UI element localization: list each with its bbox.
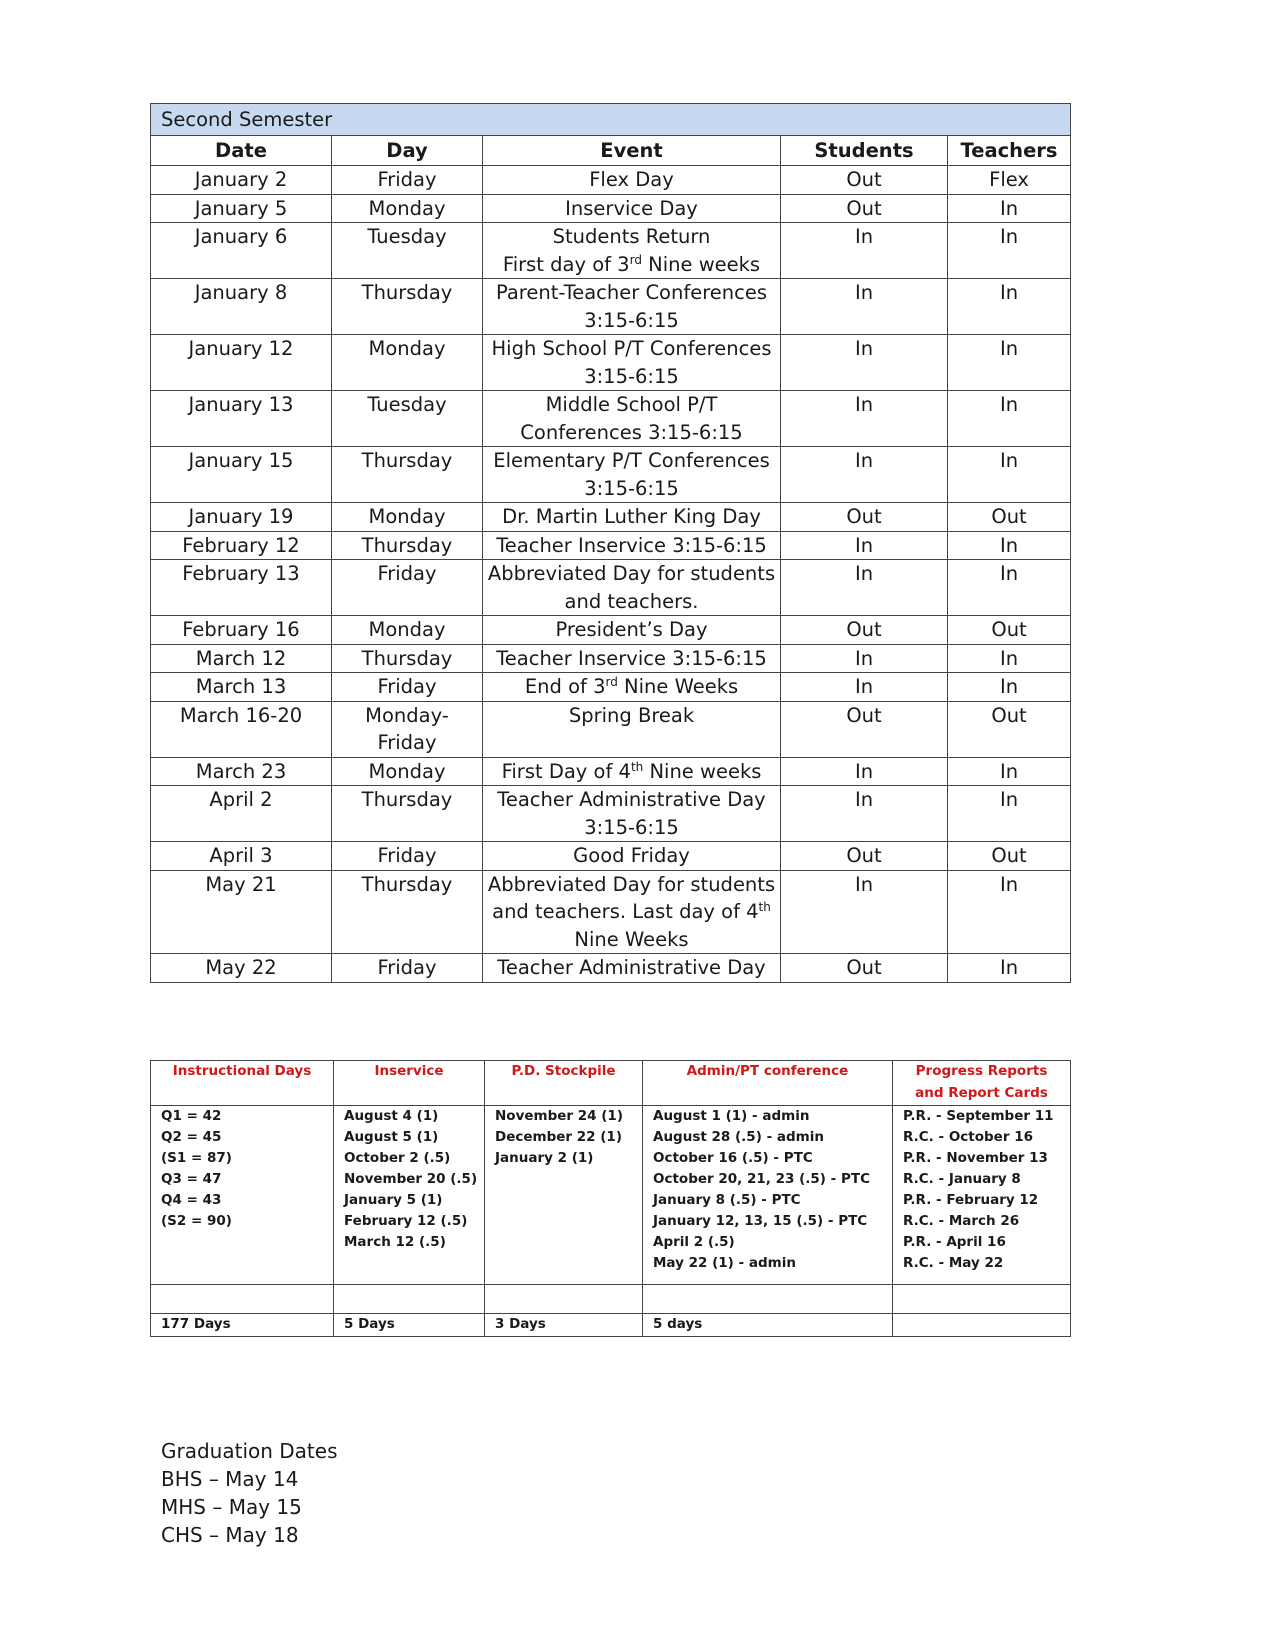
semester-cell-date: January 19 (151, 503, 332, 532)
summary-cell: P.R. - February 12 (893, 1190, 1071, 1211)
semester-cell-day: Monday (332, 335, 483, 391)
summary-cell: (S1 = 87) (151, 1148, 334, 1169)
semester-cell-day: Friday (332, 842, 483, 871)
summary-cell: October 16 (.5) - PTC (643, 1148, 893, 1169)
graduation-item: MHS – May 15 (161, 1495, 302, 1519)
summary-cell: Q3 = 47 (151, 1169, 334, 1190)
semester-row (151, 842, 1071, 871)
semester-cell-event: Teacher Administrative Day 3:15-6:15 (483, 786, 781, 842)
semester-cell-event: Middle School P/T Conferences 3:15-6:15 (483, 391, 781, 447)
semester-cell-teachers: In (948, 223, 1071, 279)
summary-cell: R.C. - January 8 (893, 1169, 1071, 1190)
semester-cell-teachers: In (948, 279, 1071, 335)
semester-row (151, 616, 1071, 645)
semester-cell-event: Parent-Teacher Conferences 3:15-6:15 (483, 279, 781, 335)
semester-cell-teachers: In (948, 560, 1071, 616)
summary-cell: November 24 (1) (485, 1106, 643, 1128)
semester-cell-date: January 15 (151, 447, 332, 503)
summary-header-progress-reports: Progress Reports and Report Cards (893, 1061, 1071, 1106)
semester-cell-event: Spring Break (483, 701, 781, 757)
semester-cell-date: March 23 (151, 757, 332, 786)
semester-header-row (151, 136, 1071, 166)
semester-cell-students: Out (781, 954, 948, 983)
semester-cell-teachers: Out (948, 842, 1071, 871)
semester-cell-day: Thursday (332, 870, 483, 954)
semester-title: Second Semester (151, 104, 1071, 136)
semester-row (151, 447, 1071, 503)
semester-cell-teachers: In (948, 644, 1071, 673)
semester-row (151, 279, 1071, 335)
summary-cell: R.C. - March 26 (893, 1211, 1071, 1232)
semester-cell-students: In (781, 757, 948, 786)
summary-cell (485, 1232, 643, 1253)
summary-cell: January 12, 13, 15 (.5) - PTC (643, 1211, 893, 1232)
summary-total-cell: 5 Days (334, 1314, 485, 1337)
semester-cell-day: Friday (332, 166, 483, 195)
summary-cell: December 22 (1) (485, 1127, 643, 1148)
graduation-dates (161, 1437, 338, 1549)
header-day: Day (332, 136, 483, 166)
semester-cell-students: Out (781, 503, 948, 532)
summary-cell: P.R. - November 13 (893, 1148, 1071, 1169)
semester-cell-date: January 12 (151, 335, 332, 391)
semester-row (151, 335, 1071, 391)
summary-cell: April 2 (.5) (643, 1232, 893, 1253)
semester-cell-teachers: Out (948, 503, 1071, 532)
semester-cell-day: Tuesday (332, 223, 483, 279)
semester-cell-date: January 6 (151, 223, 332, 279)
summary-row (151, 1211, 1071, 1232)
summary-cell (334, 1253, 485, 1285)
semester-cell-event: Elementary P/T Conferences 3:15-6:15 (483, 447, 781, 503)
semester-cell-students: In (781, 335, 948, 391)
semester-cell-teachers: In (948, 391, 1071, 447)
header-date: Date (151, 136, 332, 166)
summary-cell (334, 1285, 485, 1314)
header-event: Event (483, 136, 781, 166)
summary-row (151, 1190, 1071, 1211)
semester-cell-event: Teacher Inservice 3:15-6:15 (483, 531, 781, 560)
semester-cell-date: March 13 (151, 673, 332, 702)
summary-cell (485, 1169, 643, 1190)
summary-cell: August 28 (.5) - admin (643, 1127, 893, 1148)
semester-cell-date: February 13 (151, 560, 332, 616)
summary-cell (643, 1285, 893, 1314)
semester-cell-students: Out (781, 616, 948, 645)
summary-cell: P.R. - September 11 (893, 1106, 1071, 1128)
semester-cell-date: May 21 (151, 870, 332, 954)
summary-cell: February 12 (.5) (334, 1211, 485, 1232)
summary-totals-row (151, 1314, 1071, 1337)
summary-cell: August 1 (1) - admin (643, 1106, 893, 1128)
semester-cell-students: In (781, 447, 948, 503)
semester-cell-day: Tuesday (332, 391, 483, 447)
semester-row (151, 644, 1071, 673)
semester-cell-date: March 16-20 (151, 701, 332, 757)
summary-cell: August 5 (1) (334, 1127, 485, 1148)
second-semester-table (150, 103, 1071, 983)
summary-cell (151, 1232, 334, 1253)
semester-cell-teachers: In (948, 954, 1071, 983)
semester-cell-event: Abbreviated Day for students and teachers. Last day of 4th Nine Weeks (483, 870, 781, 954)
summary-cell: March 12 (.5) (334, 1232, 485, 1253)
semester-cell-date: February 12 (151, 531, 332, 560)
semester-cell-event: Flex Day (483, 166, 781, 195)
semester-row (151, 166, 1071, 195)
semester-row (151, 786, 1071, 842)
semester-cell-day: Monday (332, 503, 483, 532)
graduation-item: CHS – May 18 (161, 1523, 299, 1547)
summary-cell: January 8 (.5) - PTC (643, 1190, 893, 1211)
semester-cell-students: In (781, 786, 948, 842)
summary-cell: R.C. - October 16 (893, 1127, 1071, 1148)
semester-cell-day: Thursday (332, 531, 483, 560)
semester-cell-teachers: In (948, 194, 1071, 223)
semester-cell-event: Students Return First day of 3rd Nine weeks (483, 223, 781, 279)
semester-cell-date: January 2 (151, 166, 332, 195)
semester-cell-event: High School P/T Conferences 3:15-6:15 (483, 335, 781, 391)
summary-cell: November 20 (.5) (334, 1169, 485, 1190)
summary-header-row (151, 1061, 1071, 1106)
semester-cell-day: Monday (332, 616, 483, 645)
semester-cell-date: January 13 (151, 391, 332, 447)
semester-cell-students: In (781, 673, 948, 702)
summary-spacer-row (151, 1285, 1071, 1314)
semester-cell-students: In (781, 644, 948, 673)
semester-cell-event: Dr. Martin Luther King Day (483, 503, 781, 532)
summary-cell (485, 1285, 643, 1314)
semester-cell-teachers: In (948, 447, 1071, 503)
semester-row (151, 531, 1071, 560)
summary-row (151, 1127, 1071, 1148)
summary-cell: Q2 = 45 (151, 1127, 334, 1148)
summary-cell: October 2 (.5) (334, 1148, 485, 1169)
semester-cell-day: Monday (332, 757, 483, 786)
semester-cell-students: In (781, 279, 948, 335)
summary-cell: Q4 = 43 (151, 1190, 334, 1211)
semester-cell-teachers: In (948, 335, 1071, 391)
semester-cell-event: Inservice Day (483, 194, 781, 223)
summary-cell: (S2 = 90) (151, 1211, 334, 1232)
semester-cell-date: February 16 (151, 616, 332, 645)
semester-row (151, 391, 1071, 447)
semester-row (151, 503, 1071, 532)
semester-row (151, 701, 1071, 757)
semester-cell-date: March 12 (151, 644, 332, 673)
summary-cell: January 2 (1) (485, 1148, 643, 1169)
semester-cell-event: End of 3rd Nine Weeks (483, 673, 781, 702)
summary-cell: P.R. - April 16 (893, 1232, 1071, 1253)
semester-cell-date: January 8 (151, 279, 332, 335)
semester-cell-students: In (781, 391, 948, 447)
semester-cell-day: Thursday (332, 786, 483, 842)
summary-row (151, 1232, 1071, 1253)
semester-cell-teachers: Out (948, 701, 1071, 757)
summary-row (151, 1169, 1071, 1190)
semester-row (151, 954, 1071, 983)
semester-cell-event: Teacher Inservice 3:15-6:15 (483, 644, 781, 673)
summary-cell (485, 1211, 643, 1232)
summary-header-inservice: Inservice (334, 1061, 485, 1106)
summary-header-instructional-days: Instructional Days (151, 1061, 334, 1106)
semester-cell-students: Out (781, 194, 948, 223)
semester-cell-day: Thursday (332, 447, 483, 503)
semester-cell-day: Thursday (332, 644, 483, 673)
summary-header-admin-pt: Admin/PT conference (643, 1061, 893, 1106)
header-students: Students (781, 136, 948, 166)
semester-cell-teachers: In (948, 870, 1071, 954)
semester-row (151, 194, 1071, 223)
graduation-item: BHS – May 14 (161, 1467, 299, 1491)
semester-cell-day: Thursday (332, 279, 483, 335)
summary-cell: R.C. - May 22 (893, 1253, 1071, 1285)
summary-cell: January 5 (1) (334, 1190, 485, 1211)
semester-cell-date: May 22 (151, 954, 332, 983)
semester-cell-date: January 5 (151, 194, 332, 223)
semester-cell-teachers: Out (948, 616, 1071, 645)
summary-total-cell: 3 Days (485, 1314, 643, 1337)
summary-cell (893, 1285, 1071, 1314)
semester-row (151, 223, 1071, 279)
summary-total-cell: 5 days (643, 1314, 893, 1337)
semester-cell-day: Monday (332, 194, 483, 223)
summary-row (151, 1253, 1071, 1285)
summary-cell (485, 1190, 643, 1211)
semester-cell-teachers: In (948, 673, 1071, 702)
semester-cell-teachers: In (948, 786, 1071, 842)
summary-total-cell: 177 Days (151, 1314, 334, 1337)
semester-cell-teachers: Flex (948, 166, 1071, 195)
semester-cell-students: In (781, 531, 948, 560)
summary-cell: May 22 (1) - admin (643, 1253, 893, 1285)
semester-cell-students: In (781, 223, 948, 279)
semester-cell-day: Monday- Friday (332, 701, 483, 757)
semester-row (151, 757, 1071, 786)
semester-cell-date: April 3 (151, 842, 332, 871)
semester-cell-day: Friday (332, 954, 483, 983)
summary-cell (151, 1253, 334, 1285)
semester-row (151, 870, 1071, 954)
semester-cell-students: Out (781, 701, 948, 757)
summary-table (150, 1060, 1071, 1337)
summary-row (151, 1148, 1071, 1169)
semester-cell-date: April 2 (151, 786, 332, 842)
summary-cell (151, 1285, 334, 1314)
semester-cell-day: Friday (332, 673, 483, 702)
semester-cell-students: Out (781, 166, 948, 195)
semester-cell-students: In (781, 560, 948, 616)
semester-cell-day: Friday (332, 560, 483, 616)
semester-cell-event: Abbreviated Day for students and teachers. (483, 560, 781, 616)
summary-cell: August 4 (1) (334, 1106, 485, 1128)
semester-cell-teachers: In (948, 757, 1071, 786)
semester-cell-event: Good Friday (483, 842, 781, 871)
semester-cell-event: First Day of 4th Nine weeks (483, 757, 781, 786)
summary-cell (485, 1253, 643, 1285)
semester-cell-students: In (781, 870, 948, 954)
summary-total-cell (893, 1314, 1071, 1337)
semester-cell-students: Out (781, 842, 948, 871)
graduation-title: Graduation Dates (161, 1439, 338, 1463)
summary-row (151, 1106, 1071, 1128)
semester-cell-teachers: In (948, 531, 1071, 560)
semester-cell-event: President’s Day (483, 616, 781, 645)
summary-header-pd-stockpile: P.D. Stockpile (485, 1061, 643, 1106)
semester-cell-event: Teacher Administrative Day (483, 954, 781, 983)
semester-row (151, 673, 1071, 702)
header-teachers: Teachers (948, 136, 1071, 166)
summary-cell: Q1 = 42 (151, 1106, 334, 1128)
summary-cell: October 20, 21, 23 (.5) - PTC (643, 1169, 893, 1190)
semester-row (151, 560, 1071, 616)
